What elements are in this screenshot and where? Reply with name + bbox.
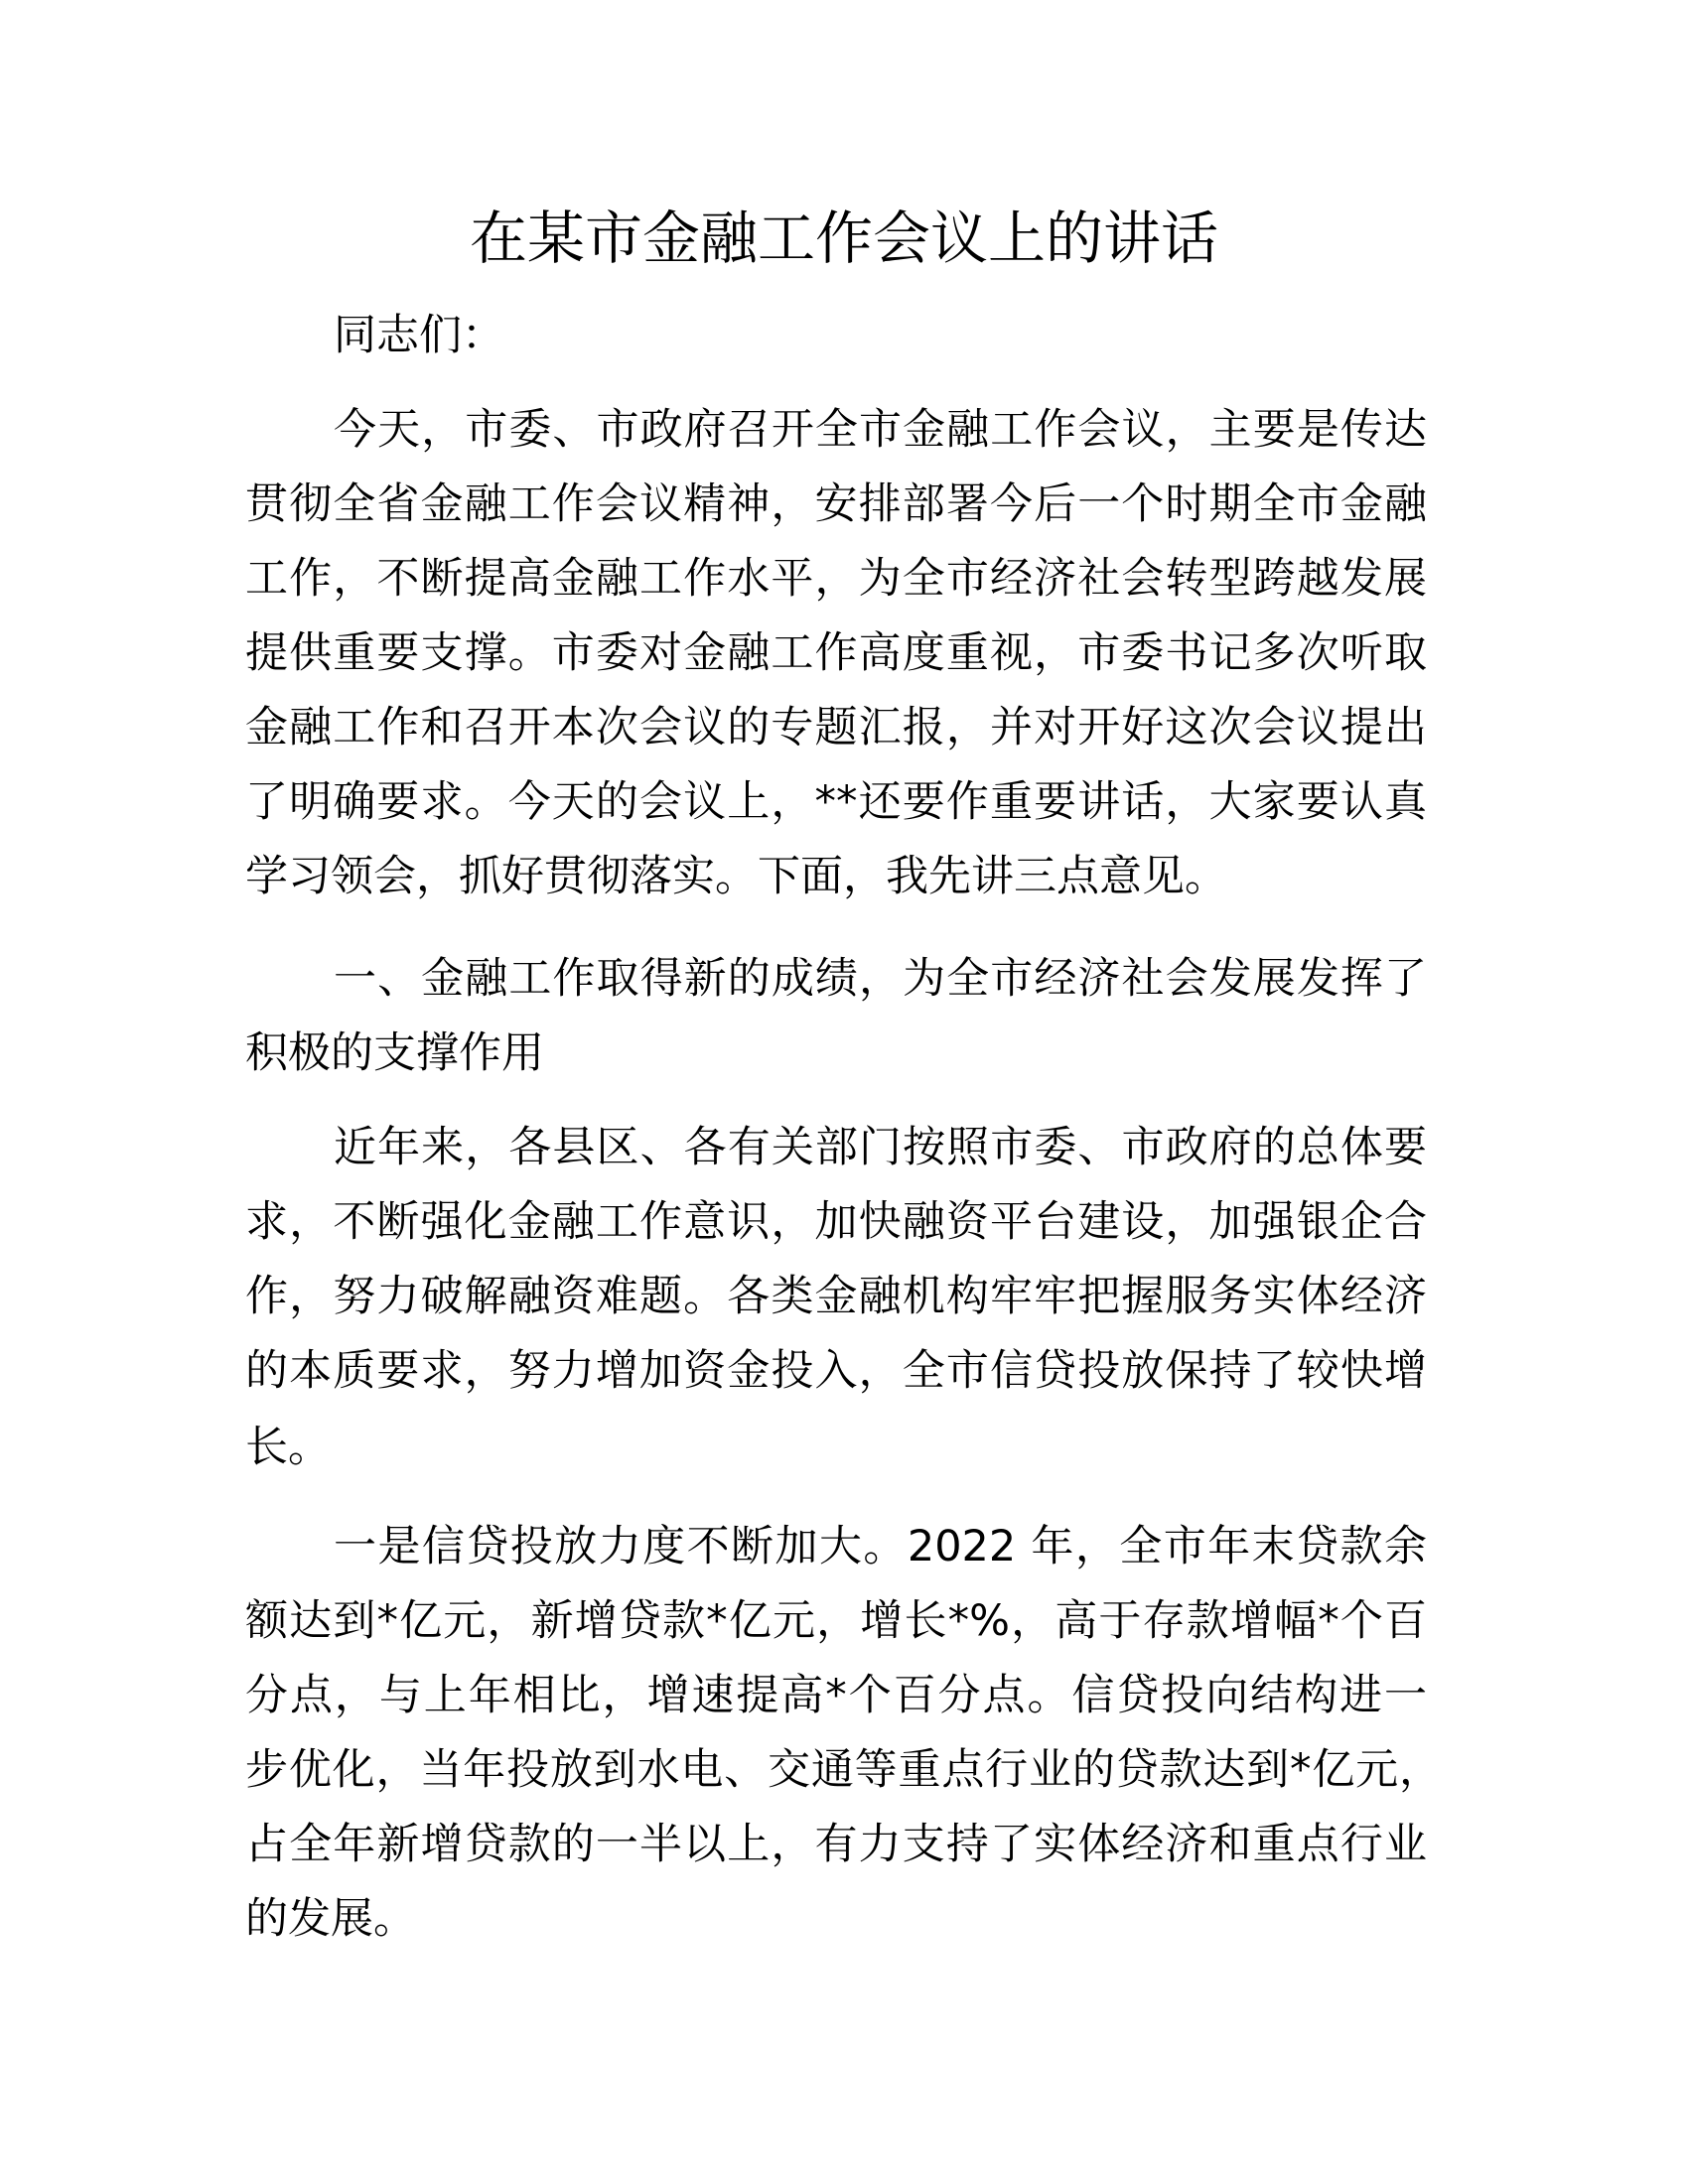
text-line: 分点，与上年相比，增速提高*个百分点。信贷投向结构进一: [245, 1671, 1427, 1720]
text-line: 占全年新增贷款的一半以上，有力支持了实体经济和重点行业: [245, 1820, 1427, 1869]
text-line: 今天，市委、市政府召开全市金融工作会议，主要是传达: [334, 405, 1427, 455]
text-line: 的发展。: [245, 1894, 416, 1944]
text-line: 一是信贷投放力度不断加大。2022 年，全市年末贷款余: [334, 1522, 1427, 1571]
text-line: 长。: [245, 1423, 331, 1472]
text-line: 工作，不断提高金融工作水平，为全市经济社会转型跨越发展: [245, 554, 1427, 604]
text-line: 求，不断强化金融工作意识，加快融资平台建设，加强银企合: [245, 1197, 1427, 1247]
text-line: 贯彻全省金融工作会议精神，安排部署今后一个时期全市金融: [245, 479, 1427, 529]
text-line: 积极的支撑作用: [245, 1028, 544, 1078]
text-line: 一、金融工作取得新的成绩，为全市经济社会发展发挥了: [334, 954, 1427, 1004]
salutation: 同志们：: [334, 311, 504, 360]
text-line: 近年来，各县区、各有关部门按照市委、市政府的总体要: [334, 1123, 1427, 1172]
document-title: 在某市金融工作会议上的讲话: [469, 205, 1218, 272]
text-line: 金融工作和召开本次会议的专题汇报，并对开好这次会议提出: [245, 703, 1427, 752]
text-line: 作，努力破解融资难题。各类金融机构牢牢把握服务实体经济: [245, 1272, 1427, 1321]
text-line: 学习领会，抓好贯彻落实。下面，我先讲三点意见。: [245, 852, 1227, 901]
text-line: 步优化，当年投放到水电、交通等重点行业的贷款达到*亿元，: [245, 1745, 1442, 1795]
text-line: 额达到*亿元，新增贷款*亿元，增长*%，高于存款增幅*个百: [245, 1596, 1427, 1646]
text-line: 了明确要求。今天的会议上，**还要作重要讲话，大家要认真: [245, 777, 1427, 827]
text-line: 提供重要支撑。市委对金融工作高度重视，市委书记多次听取: [245, 628, 1427, 678]
text-line: 的本质要求，努力增加资金投入，全市信贷投放保持了较快增: [245, 1346, 1427, 1396]
